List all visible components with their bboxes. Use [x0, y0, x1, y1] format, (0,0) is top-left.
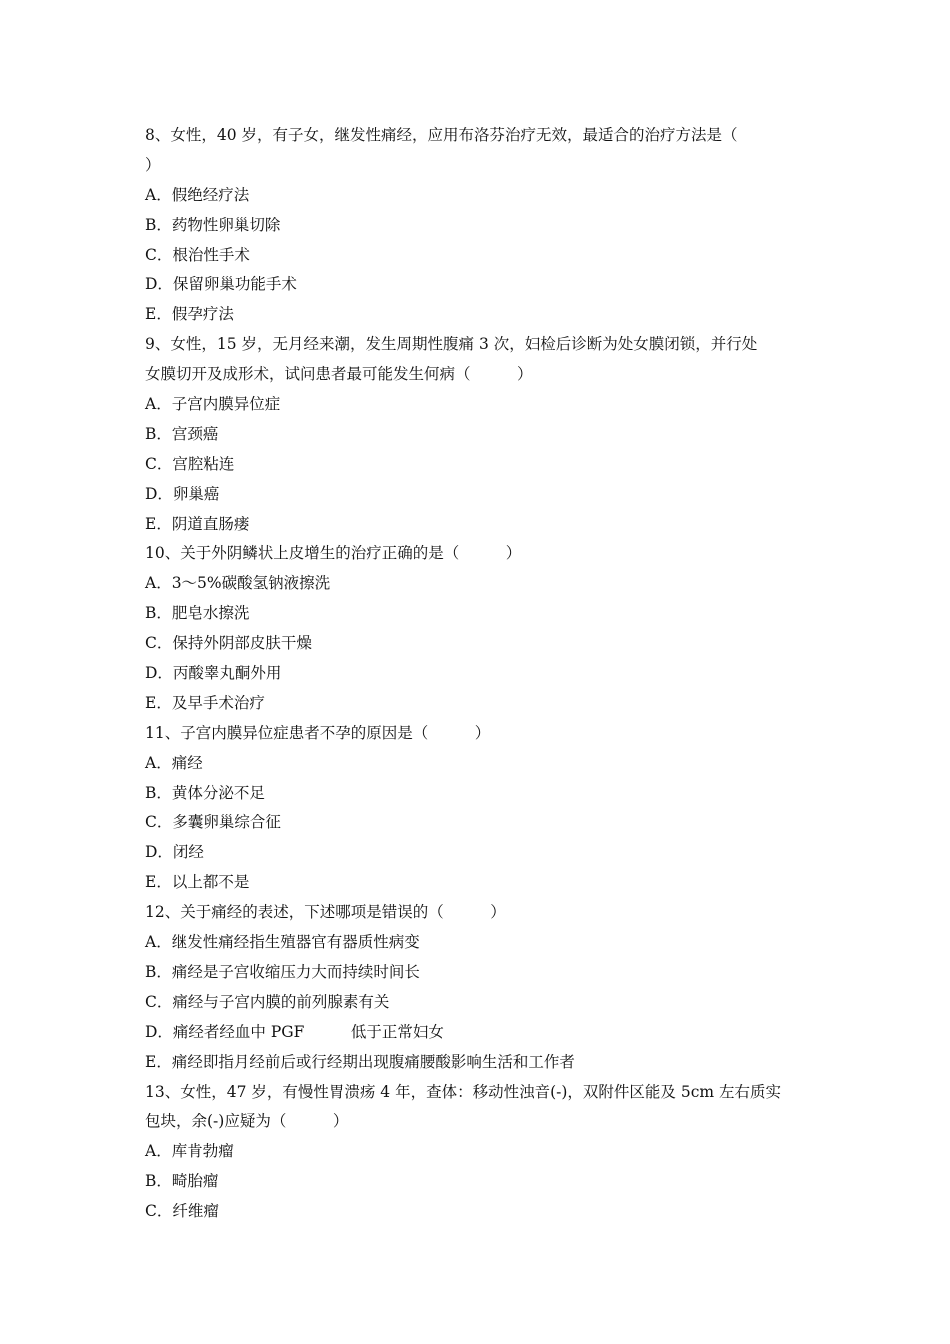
option-c: C．痛经与子宫内膜的前列腺素有关 — [145, 992, 390, 1011]
question-9 — [145, 330, 810, 539]
option-c: C．宫腔粘连 — [145, 454, 235, 473]
question-stem: 12、关于痛经的表述，下述哪项是错误的（ ） — [145, 903, 506, 922]
option-e: E．及早手术治疗 — [145, 693, 265, 712]
option-e: E．阴道直肠瘘 — [145, 514, 250, 533]
question-list — [145, 121, 810, 1227]
question-13 — [145, 1078, 810, 1227]
option-d: D．闭经 — [145, 843, 204, 862]
option-c: C．保持外阴部皮肤干燥 — [145, 634, 312, 653]
option-e: E．以上都不是 — [145, 873, 250, 892]
option-d: D．痛经者经血中 PGF 低于正常妇女 — [145, 1022, 444, 1041]
option-e: E．痛经即指月经前后或行经期出现腹痛腰酸影响生活和工作者 — [145, 1052, 575, 1071]
option-b: B．宫颈癌 — [145, 424, 219, 443]
question-8 — [145, 121, 810, 330]
option-a: A．子宫内膜异位症 — [145, 395, 281, 414]
option-a: A．库肯勃瘤 — [145, 1142, 234, 1161]
question-stem: ） — [145, 155, 161, 174]
option-b: B．黄体分泌不足 — [145, 783, 265, 802]
question-stem: 包块，余(-)应疑为（ ） — [145, 1112, 349, 1131]
question-stem: 10、关于外阴鳞状上皮增生的治疗正确的是（ ） — [145, 544, 522, 563]
option-a: A．假绝经疗法 — [145, 185, 250, 204]
question-stem: 13、女性，47 岁，有慢性胃溃疡 4 年，查体：移动性浊音(-)，双附件区能及 5cm 左右质实 — [145, 1082, 782, 1101]
option-d: D．卵巢癌 — [145, 484, 220, 503]
question-stem: 9、女性，15 岁，无月经来潮，发生周期性腹痛 3 次，妇检后诊断为处女膜闭锁，并行处 — [145, 335, 758, 354]
question-stem: 女膜切开及成形术，试问患者最可能发生何病（ ） — [145, 365, 533, 384]
option-b: B．药物性卵巢切除 — [145, 215, 281, 234]
question-10 — [145, 539, 810, 718]
option-e: E．假孕疗法 — [145, 305, 234, 324]
option-d: D．保留卵巢功能手术 — [145, 275, 297, 294]
option-a: A．3～5%碳酸氢钠液擦洗 — [145, 574, 331, 593]
option-c: C．多囊卵巢综合征 — [145, 813, 281, 832]
option-c: C．根治性手术 — [145, 245, 250, 264]
question-stem: 8、女性，40 岁，有子女，继发性痛经，应用布洛芬治疗无效，最适合的治疗方法是（ — [145, 126, 738, 144]
option-a: A．继发性痛经指生殖器官有器质性病变 — [145, 933, 420, 952]
option-b: B．畸胎瘤 — [145, 1172, 219, 1191]
option-b: B．肥皂水擦洗 — [145, 604, 250, 623]
question-stem: 11、子宫内膜异位症患者不孕的原因是（ ） — [145, 723, 491, 742]
option-d: D．丙酸睾丸酮外用 — [145, 664, 282, 683]
question-11 — [145, 719, 810, 898]
question-12 — [145, 898, 810, 1077]
option-c: C．纤维瘤 — [145, 1202, 219, 1221]
option-b: B．痛经是子宫收缩压力大而持续时间长 — [145, 962, 420, 981]
option-a: A．痛经 — [145, 753, 203, 772]
